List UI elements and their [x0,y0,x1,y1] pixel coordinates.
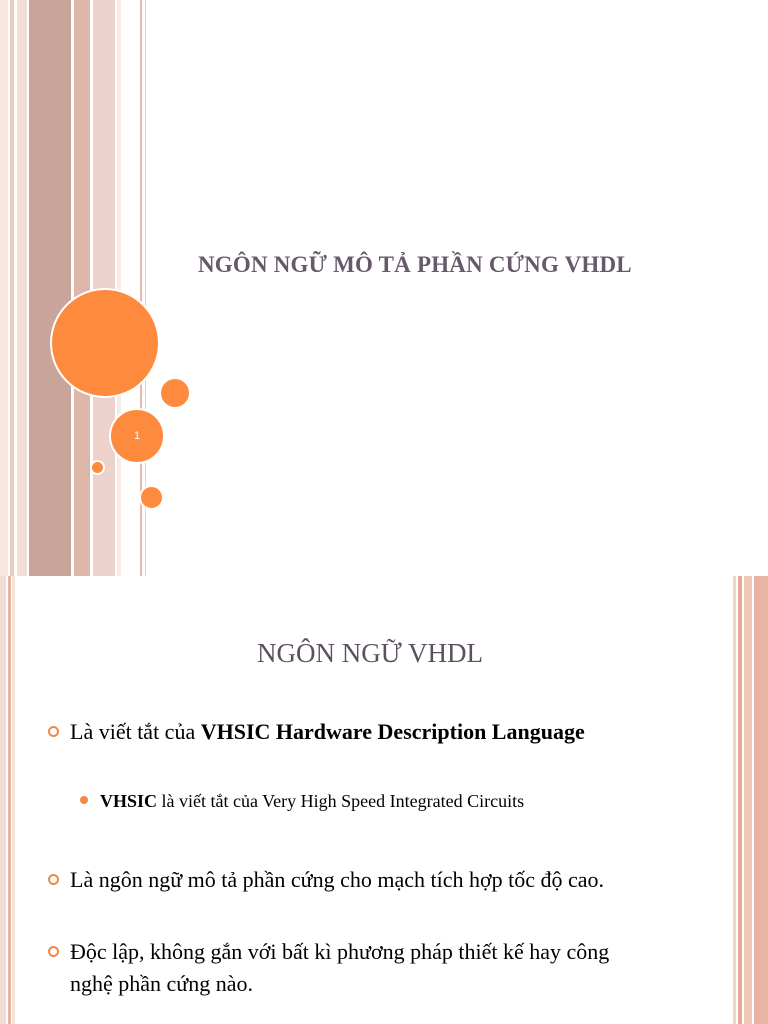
bullet-text [48,719,585,744]
stripe-decoration [744,576,752,1024]
decorative-circle-large [50,288,160,398]
ring-bullet-icon [48,874,59,885]
slide-number: 1 [133,430,141,442]
stripe-decoration [0,0,8,576]
decorative-circle-tiny [90,460,105,475]
bullet-text-line: Độc lập, không gắn với bất kì phương pháp thiết kế hay công [70,939,610,964]
bullet-item [48,936,609,1000]
decorative-circle-small [159,377,191,409]
ring-bullet-icon [48,726,59,737]
stripe-decoration [754,576,768,1024]
stripe-decoration [117,0,121,576]
stripe-decoration [74,0,90,576]
bullet-text-line: nghệ phần cứng nào. [70,971,253,996]
slide-title: NGÔN NGỮ MÔ TẢ PHẦN CỨNG VHDL [198,252,632,277]
bullet-text-plain: Là viết tắt của [70,719,201,744]
decorative-circle-small [139,485,164,510]
stripe-decoration [10,0,14,576]
sub-bullet-item [80,788,524,814]
sub-bullet-text-plain: là viết tắt của Very High Speed Integrated Circuits [157,791,525,811]
stripe-decoration [17,0,27,576]
dot-bullet-icon [80,796,88,804]
bullet-item [48,716,585,748]
sub-bullet-text-bold: VHSIC [100,791,158,811]
bullet-item [48,864,604,896]
bullet-text-bold: VHSIC Hardware Description Language [200,719,585,744]
ring-bullet-icon [48,946,59,957]
content-slide-title: NGÔN NGỮ VHDL [257,638,483,668]
sub-bullet-text [80,791,524,811]
bullet-text: Là ngôn ngữ mô tả phần cứng cho mạch tích hợp tốc độ cao. [70,867,605,892]
stripe-decoration [29,0,71,576]
